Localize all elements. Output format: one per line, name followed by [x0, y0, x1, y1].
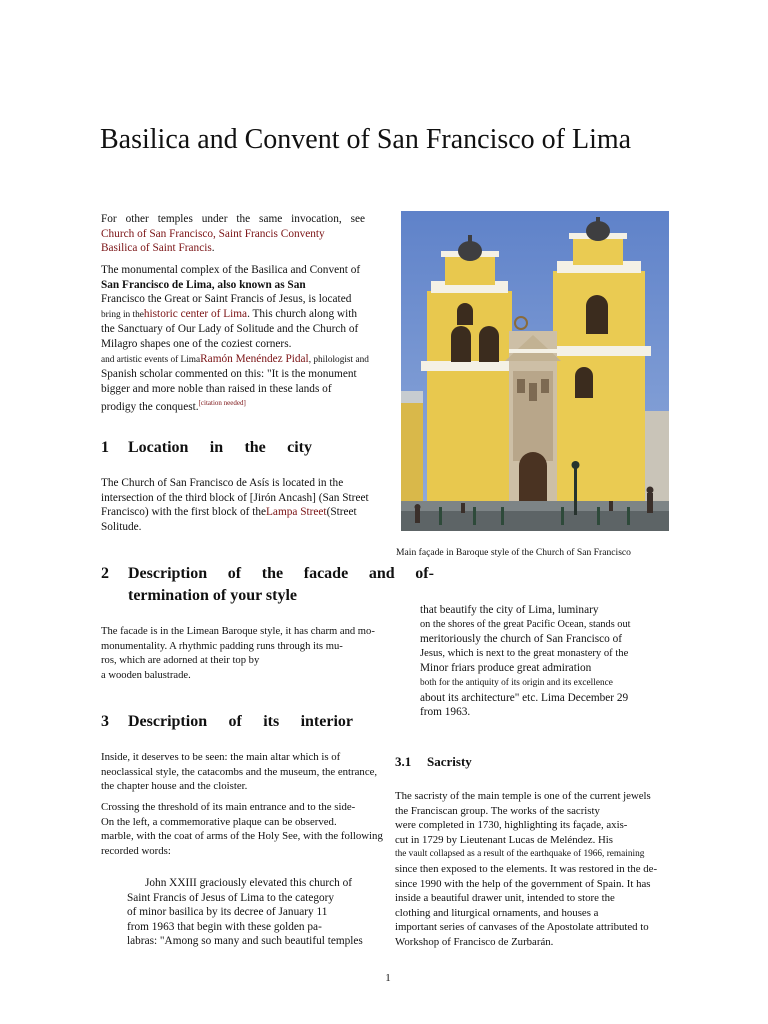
para-line: Francisco the Great or Saint Francis of Jesus, is located [101, 293, 352, 306]
para-line: Spanish scholar commented on this: "It is the monument [101, 368, 357, 381]
church-facade-photo [401, 211, 669, 531]
para-line: since 1990 with the help of the government of Spain. It has [395, 877, 651, 890]
para-line: recorded words: [101, 844, 171, 857]
para-text: . This church along with [247, 307, 357, 320]
heading-word: city [287, 439, 312, 456]
quote-continuation [420, 603, 680, 720]
para-line: neoclassical style, the catacombs and the museum, the entrance, [101, 765, 378, 778]
heading-word: Description [128, 565, 208, 582]
heading-word: of [228, 713, 242, 730]
para-line: monumentality. A rhythmic padding runs through its mu- [101, 640, 343, 652]
para-small-text: and artistic events of Lima [101, 354, 201, 365]
quote-line: labras: "Among so many and such beautiful temples [127, 935, 363, 948]
section-number: 2 [101, 565, 109, 582]
heading-word: facade [303, 565, 349, 582]
quote-line: about its architecture" etc. Lima December 29 [420, 691, 629, 704]
section-heading-facade [101, 563, 434, 607]
para-text: Francisco) with the first block of the [101, 506, 267, 519]
hatnote [101, 212, 365, 256]
page-title: Basilica and Convent of San Francisco of Lima [100, 124, 632, 155]
para-line: Crossing the threshold of its main entrance and to the side- [101, 801, 356, 813]
page-number: 1 [385, 972, 391, 984]
subsection-number: 3.1 [395, 754, 412, 769]
heading-word: of- [415, 565, 434, 582]
para-line: Workshop of Francisco de Zurbarán. [395, 935, 554, 948]
quote-line: from 1963 that begin with these golden pa- [127, 920, 322, 933]
figure-caption: Main façade in Baroque style of the Church of San Francisco [396, 547, 631, 558]
heading-word: the [261, 565, 284, 582]
para-line: important series of canvases of the Apostolate attributed to [395, 921, 649, 934]
para-line: Solitude. [101, 520, 142, 533]
basilica-saint-francis-link[interactable]: Basilica of Saint Francis [101, 242, 212, 255]
section-heading-interior [101, 711, 353, 733]
heading-continuation: termination of your style [128, 587, 298, 604]
intro-paragraph [101, 263, 375, 415]
para-small-text: , philologist and [308, 354, 369, 365]
para-line: inside a beautiful drawer unit, intended to store the [395, 892, 615, 905]
para-line: The sacristy of the main temple is one of the current jewels [395, 790, 651, 802]
lampa-street-link[interactable]: Lampa Street [266, 506, 327, 519]
sacristy-paragraph [395, 789, 675, 950]
para-line: The monumental complex of the Basilica and Convent of [101, 264, 361, 276]
section-heading-location [101, 437, 312, 459]
quote-line: of minor basilica by its decree of January 11 [127, 906, 328, 919]
para-line: the Franciscan group. The works of the sacristy [395, 804, 600, 817]
section-number: 1 [101, 439, 109, 456]
quote-line: on the shores of the great Pacific Ocean, stands out [420, 618, 631, 630]
para-line: cut in 1729 by Lieutenant Lucas de Meléndez. His [395, 833, 613, 846]
quote-line: Saint Francis of Jesus of Lima to the category [127, 891, 335, 904]
quote-line: from 1963. [420, 706, 471, 719]
heading-word: interior [300, 713, 353, 730]
para-line: the Sanctuary of Our Lady of Solitude and the Church of [101, 323, 359, 336]
subsection-title: Sacristy [427, 754, 472, 769]
subsection-heading-sacristy [395, 754, 472, 770]
heading-word: its [263, 713, 280, 730]
menendez-pidal-link[interactable]: Ramón Menéndez Pidal [200, 352, 309, 365]
heading-word: Location [128, 439, 189, 456]
para-line: bigger and more noble than raised in these lands of [101, 382, 332, 395]
para-line: marble, with the coat of arms of the Holy See, with the following [101, 830, 383, 843]
hatnote-links[interactable]: Church of San Francisco, Saint Francis Conventy [101, 227, 325, 240]
heading-word: Description [128, 713, 208, 730]
para-line: were completed in 1730, highlighting its façade, axis- [395, 819, 628, 832]
citation-needed-link[interactable]: [citation needed] [198, 399, 246, 408]
quote-line: that beautify the city of Lima, luminary [420, 604, 599, 616]
para-line: ros, which are adorned at their top by [101, 655, 260, 667]
quote-line: both for the antiquity of its origin and its excellence [420, 677, 613, 688]
para-line: Milagro shapes one of the coziest corners. [101, 337, 292, 350]
quote-line: Minor friars produce great admiration [420, 662, 592, 675]
para-line: The facade is in the Limean Baroque style, it has charm and mo- [101, 626, 375, 637]
para-text: prodigy the conquest. [101, 401, 199, 414]
para-line: On the left, a commemorative plaque can be observed. [101, 815, 337, 828]
location-paragraph [101, 476, 375, 534]
heading-word: of [227, 565, 242, 582]
block-quote [127, 876, 391, 949]
para-line: intersection of the third block of [Jirón Ancash] (San Street [101, 491, 369, 504]
quote-line: Jesus, which is next to the great monastery of the [420, 647, 629, 659]
para-line: the chapter house and the cloister. [101, 780, 248, 793]
interior-paragraph-2 [101, 800, 393, 858]
para-text: (Street [326, 506, 357, 519]
heading-word: the [244, 439, 266, 456]
para-line: a wooden balustrade. [101, 669, 191, 681]
para-line: Inside, it deserves to be seen: the main altar which is of [101, 751, 341, 763]
para-line: the vault collapsed as a result of the earthquake of 1966, remaining [395, 849, 645, 860]
para-line: The Church of San Francisco de Asís is located in the [101, 477, 344, 489]
heading-word: in [209, 439, 224, 456]
section-number: 3 [101, 713, 109, 730]
para-line-bold: San Francisco de Lima, also known as San [101, 278, 306, 291]
quote-line: meritoriously the church of San Francisco of [420, 633, 623, 646]
church-illustration [401, 211, 669, 531]
facade-paragraph [101, 625, 383, 683]
para-line: since then exposed to the elements. It was restored in the de- [395, 862, 658, 875]
heading-word: and [368, 565, 395, 582]
interior-paragraph-1 [101, 750, 393, 794]
historic-center-link[interactable]: historic center of Lima [143, 307, 248, 320]
hatnote-text: For other temples under the same invocation, see [101, 213, 365, 225]
para-line: clothing and liturgical ornaments, and houses a [395, 906, 599, 919]
quote-line: John XXIII graciously elevated this church of [145, 877, 353, 889]
hatnote-period: . [211, 242, 215, 255]
para-small-text: bring in the [101, 309, 144, 320]
